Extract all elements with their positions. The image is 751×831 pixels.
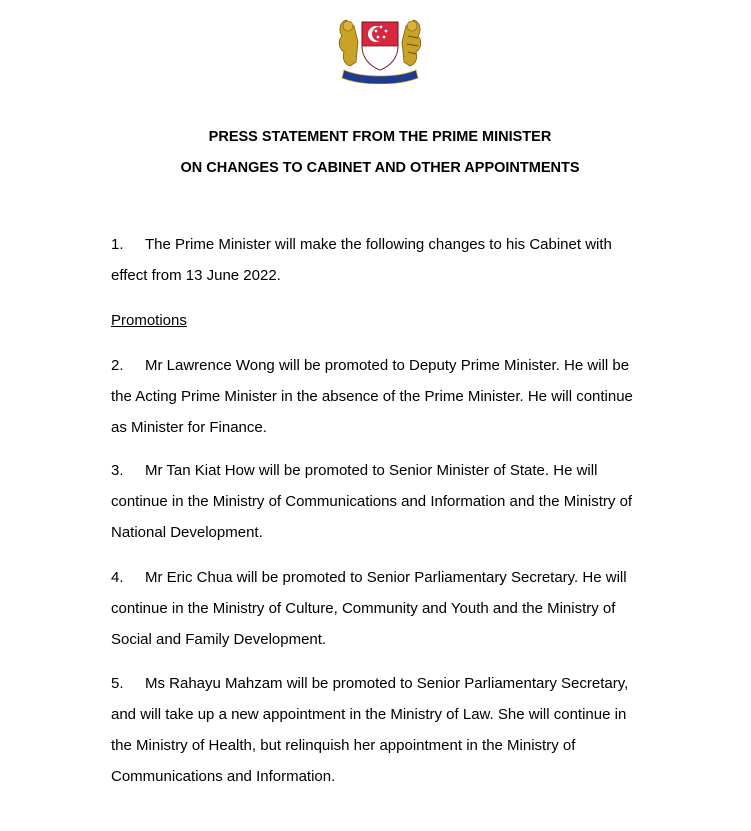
paragraph-3 [111, 455, 651, 548]
paragraph-4 [111, 562, 651, 655]
page-title-line-1: PRESS STATEMENT FROM THE PRIME MINISTER [208, 129, 552, 145]
section-heading-promotions: Promotions [111, 312, 187, 329]
paragraph-number: 5. [111, 675, 124, 692]
singapore-coat-of-arms-icon [332, 12, 428, 84]
paragraph-5 [111, 668, 651, 792]
paragraph-number: 4. [111, 569, 124, 586]
paragraph-number: 2. [111, 357, 124, 374]
paragraph-text: Mr Tan Kiat How will be promoted to Senior Minister of State. He will continue in the Ministry of Communications and Information and the Ministry of National Development. [111, 462, 633, 541]
paragraph-number: 3. [111, 462, 124, 479]
paragraph-1 [111, 229, 651, 291]
page-title-line-2: ON CHANGES TO CABINET AND OTHER APPOINTMENTS [180, 160, 580, 176]
paragraph-text: Ms Rahayu Mahzam will be promoted to Senior Parliamentary Secretary, and will take up a new appointment in the Ministry of Law. She will continue in the Ministry of Health, but relinquish her appointment in the Ministry of Communications and Information. [111, 675, 629, 785]
paragraph-text: The Prime Minister will make the following changes to his Cabinet with effect from 13 June 2022. [111, 236, 612, 284]
paragraph-number: 1. [111, 236, 124, 253]
paragraph-text: Mr Lawrence Wong will be promoted to Deputy Prime Minister. He will be the Acting Prime Minister in the absence of the Prime Minister. He will continue as Minister for Finance. [111, 357, 633, 436]
paragraph-text: Mr Eric Chua will be promoted to Senior Parliamentary Secretary. He will continue in the Ministry of Culture, Community and Youth and the Ministry of Social and Family Development. [111, 569, 627, 648]
paragraph-2 [111, 350, 651, 443]
